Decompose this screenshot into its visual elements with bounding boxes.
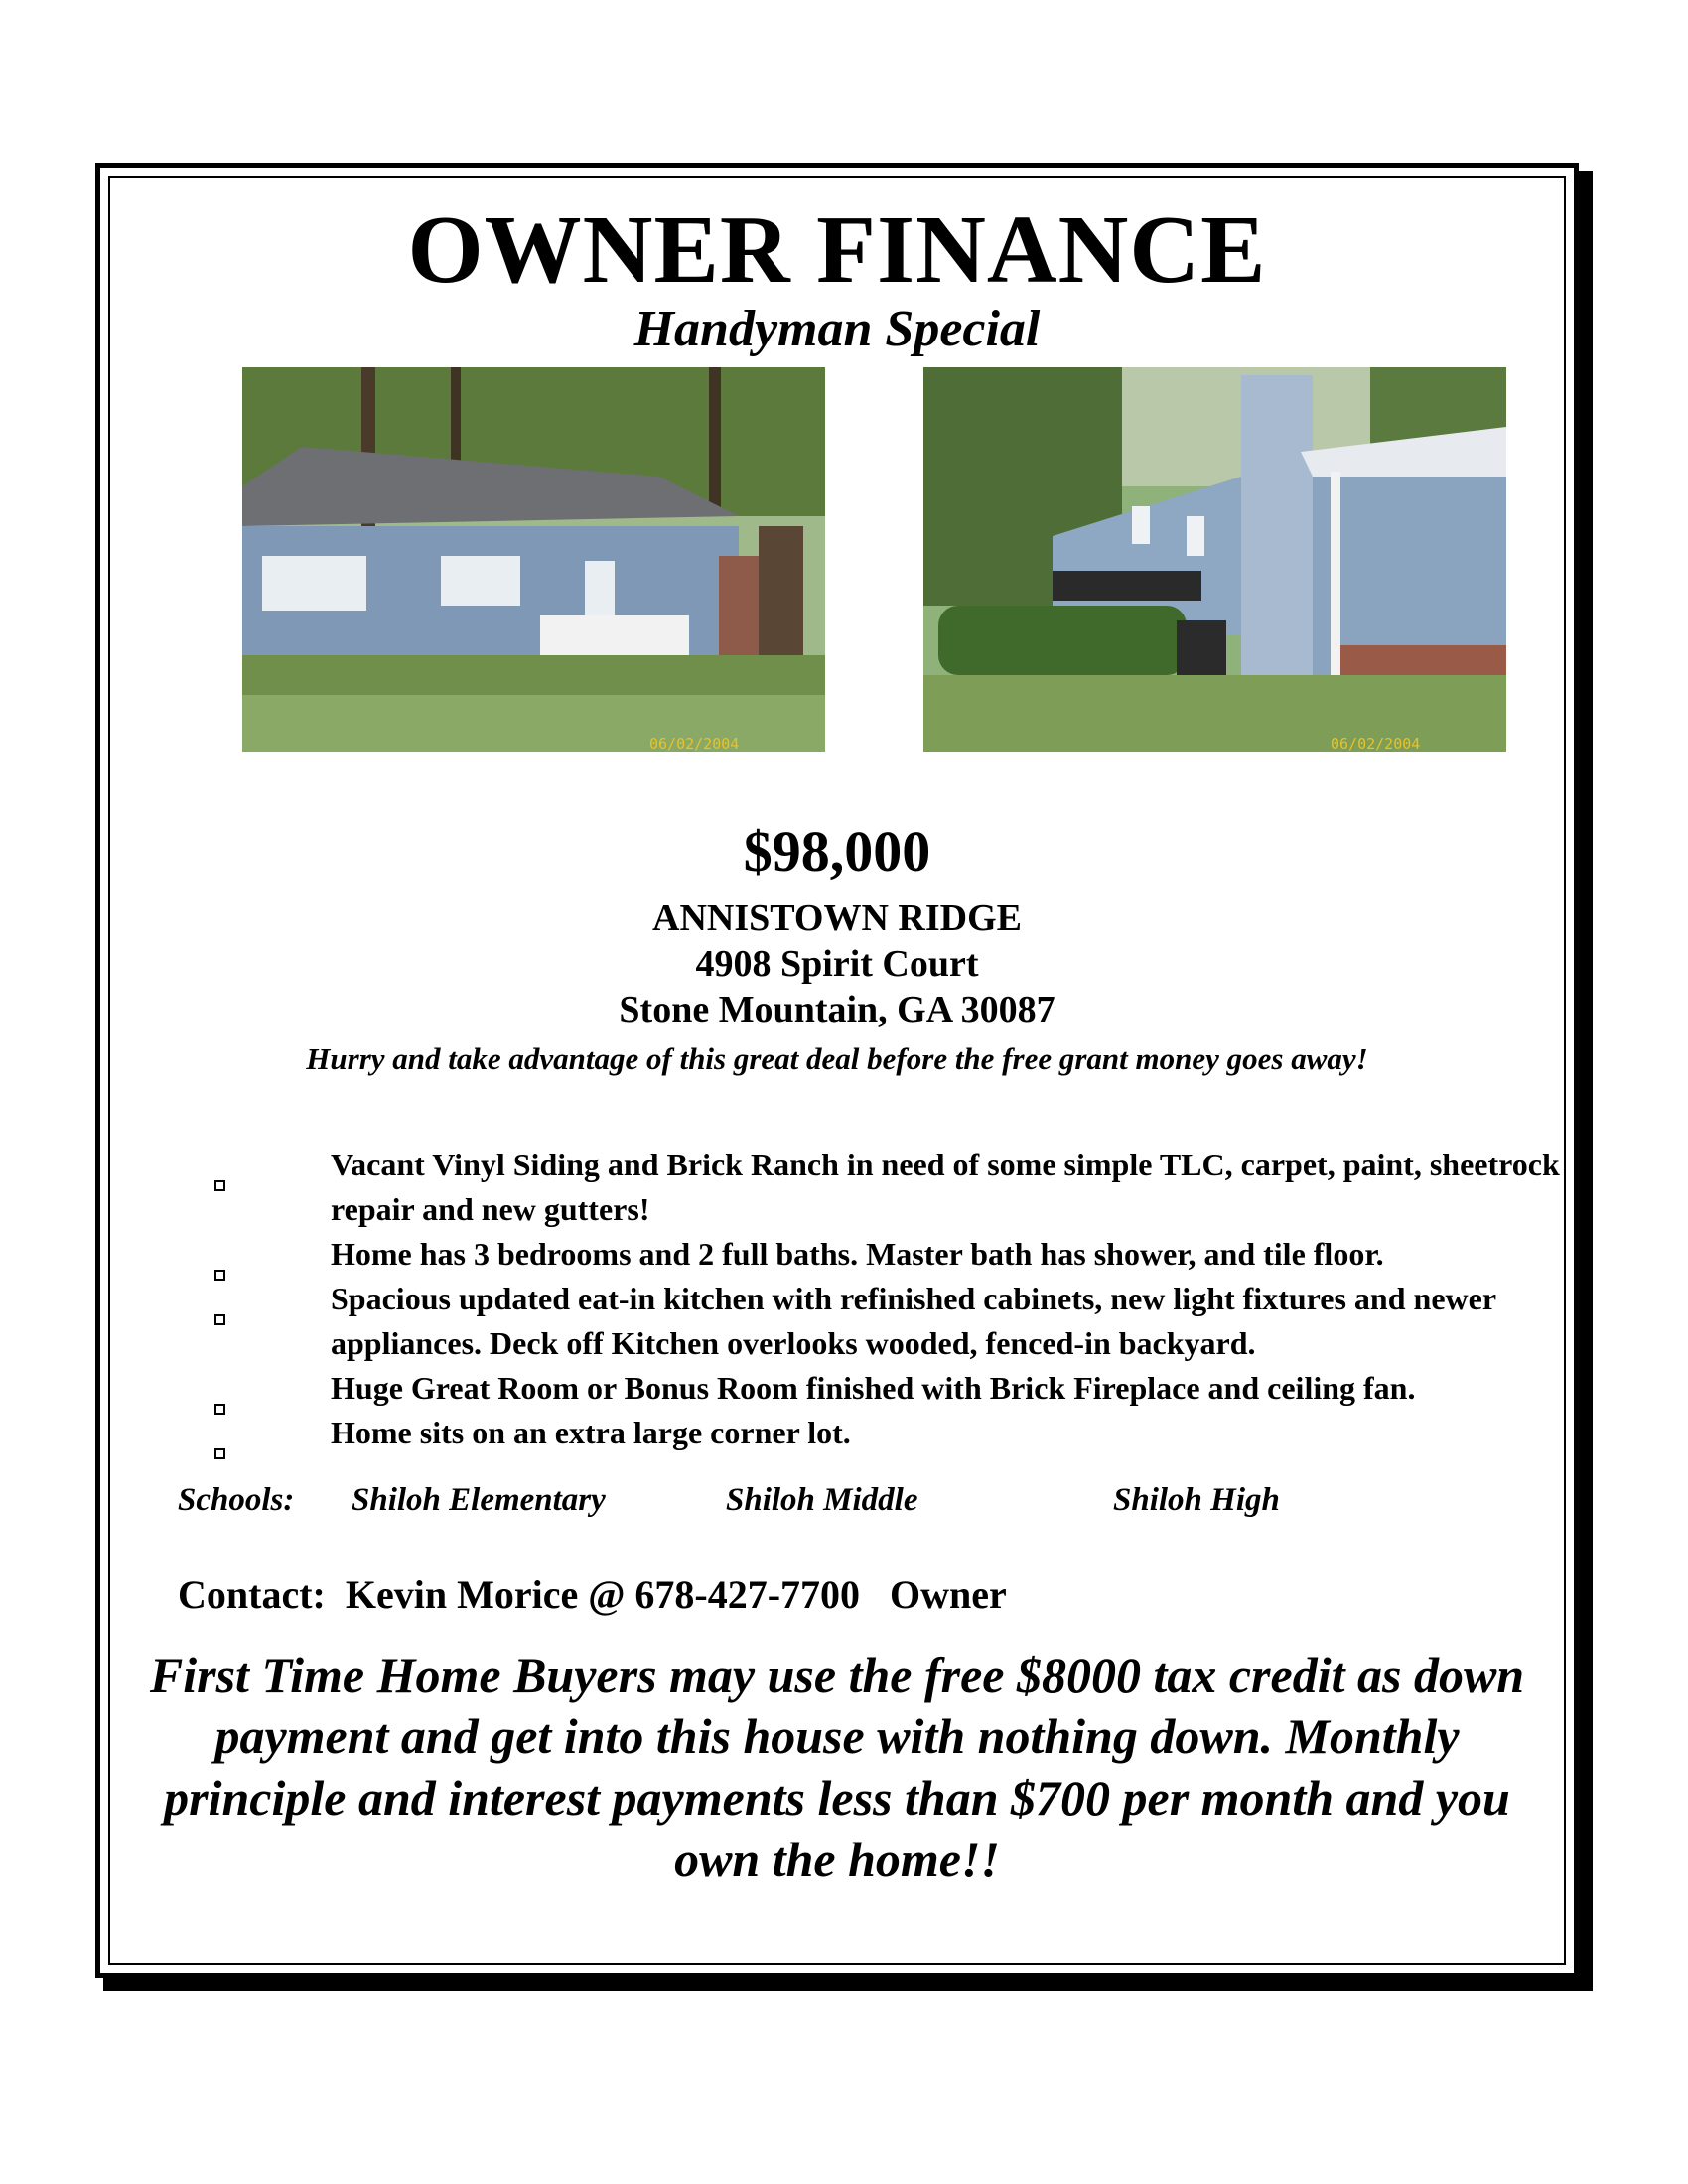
feature-text: Spacious updated eat-in kitchen with refinished cabinets, new light fixtures and newer appliances. Deck off Kitchen overlooks wooded, fenced-in backyard. xyxy=(331,1281,1496,1361)
feature-text: Home has 3 bedrooms and 2 full baths. Master bath has shower, and tile floor. xyxy=(331,1236,1384,1272)
price: $98,000 xyxy=(743,819,931,884)
city-state-zip: Stone Mountain, GA 30087 xyxy=(619,989,1055,1030)
promo-text: First Time Home Buyers may use the free $8000 tax credit as down payment and get into this house with nothing down. Monthly principle and interest payments less than $700 per month and you own the home!! xyxy=(149,1647,1525,1887)
checkbox-bullet-icon xyxy=(180,1159,259,1172)
feature-text: Home sits on an extra large corner lot. xyxy=(331,1415,851,1450)
urgency-line: Hurry and take advantage of this great deal before the free grant money goes away! xyxy=(306,1041,1368,1076)
checkbox-bullet-icon xyxy=(180,1382,259,1396)
contact-line: Contact: Kevin Morice @ 678-427-7700 Owner xyxy=(178,1572,1007,1617)
house-side-photo xyxy=(923,367,1506,752)
feature-list xyxy=(180,1143,1570,1455)
feature-text: Huge Great Room or Bonus Room finished with Brick Fireplace and ceiling fan. xyxy=(331,1370,1416,1406)
school-elementary: Shiloh Elementary xyxy=(352,1482,606,1518)
street-address: 4908 Spirit Court xyxy=(695,943,979,985)
feature-item xyxy=(180,1232,1570,1277)
feature-item xyxy=(180,1277,1570,1366)
subdivision-name: ANNISTOWN RIDGE xyxy=(652,897,1022,939)
school-middle: Shiloh Middle xyxy=(726,1482,918,1518)
flyer-title: OWNER FINANCE xyxy=(407,197,1267,304)
feature-item xyxy=(180,1411,1570,1455)
flyer-subtitle: Handyman Special xyxy=(633,301,1041,357)
school-high: Shiloh High xyxy=(1113,1482,1280,1518)
feature-text: Vacant Vinyl Siding and Brick Ranch in need of some simple TLC, carpet, paint, sheetrock repair and new gutters! xyxy=(331,1147,1560,1227)
feature-item xyxy=(180,1143,1570,1232)
photo-date-stamp: 06/02/2004 xyxy=(649,735,740,752)
schools-label: Schools: xyxy=(178,1482,295,1518)
feature-item xyxy=(180,1366,1570,1411)
house-front-photo xyxy=(242,367,825,752)
photo-date-stamp: 06/02/2004 xyxy=(1331,735,1421,752)
checkbox-bullet-icon xyxy=(180,1293,259,1306)
flyer-frame xyxy=(95,163,1579,1978)
checkbox-bullet-icon xyxy=(180,1248,259,1262)
flyer-inner-border xyxy=(108,176,1566,1965)
checkbox-bullet-icon xyxy=(180,1427,259,1440)
